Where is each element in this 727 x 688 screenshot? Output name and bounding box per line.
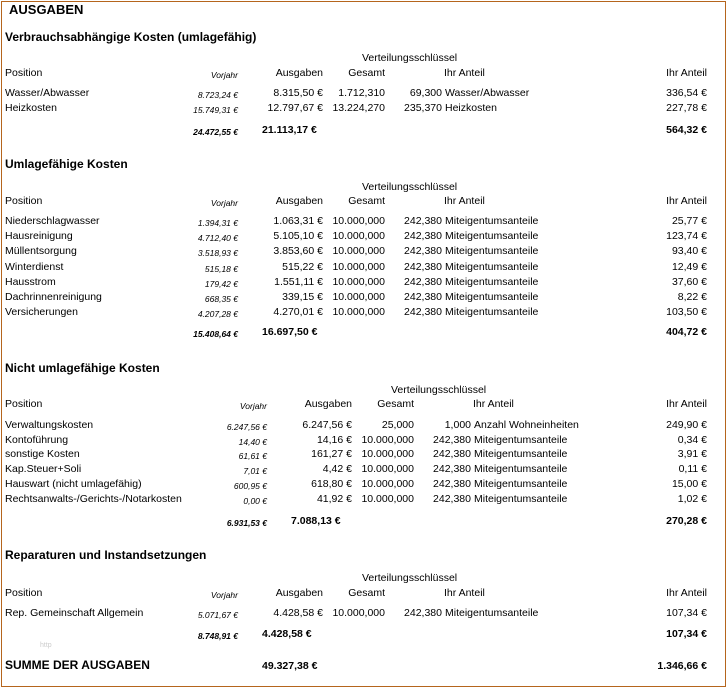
header-verteilungsschluessel: Verteilungsschlüssel <box>391 384 487 396</box>
total-vorjahr: 15.408,64 € <box>193 329 238 339</box>
total-betrag: 564,32 € <box>666 124 707 136</box>
row-ausgaben: 14,16 € <box>316 434 352 446</box>
section-title: Reparaturen und Instandsetzungen <box>5 548 207 562</box>
row-position: Winterdienst <box>5 261 64 273</box>
header-position: Position <box>5 195 43 207</box>
row-schluessel: Miteigentumsanteile <box>445 230 539 242</box>
row-vorjahr: 14,40 € <box>238 437 267 447</box>
row-schluessel: Miteigentumsanteile <box>445 215 539 227</box>
row-position: Dachrinnenreinigung <box>5 291 102 303</box>
header-ausgaben: Ausgaben <box>275 67 323 79</box>
row-ausgaben: 8.315,50 € <box>273 87 323 99</box>
row-gesamt: 10.000,000 <box>332 261 385 273</box>
row-ausgaben: 339,15 € <box>282 291 323 303</box>
summe-ausgaben: 49.327,38 € <box>262 660 318 672</box>
header-vorjahr: Vorjahr <box>210 70 238 80</box>
row-vorjahr: 600,95 € <box>233 481 267 491</box>
row-position: Hausreinigung <box>5 230 73 242</box>
total-vorjahr: 8.748,91 € <box>197 631 238 641</box>
header-gesamt: Gesamt <box>348 195 385 207</box>
row-position: Wasser/Abwasser <box>5 87 90 99</box>
row-betrag: 0,34 € <box>677 434 707 446</box>
row-anteil: 242,380 <box>404 230 442 242</box>
row-vorjahr: 4.712,40 € <box>197 233 238 243</box>
row-anteil: 242,380 <box>404 291 442 303</box>
row-schluessel: Miteigentumsanteile <box>445 245 539 257</box>
header-gesamt: Gesamt <box>348 587 385 599</box>
row-ausgaben: 12.797,67 € <box>267 102 323 114</box>
row-gesamt: 10.000,000 <box>332 245 385 257</box>
section-title: Verbrauchsabhängige Kosten (umlagefähig) <box>5 30 257 44</box>
row-schluessel: Miteigentumsanteile <box>474 434 568 446</box>
row-ausgaben: 161,27 € <box>311 448 352 460</box>
row-gesamt: 10.000,000 <box>332 230 385 242</box>
total-ausgaben: 16.697,50 € <box>262 326 318 338</box>
row-anteil: 242,380 <box>404 276 442 288</box>
total-vorjahr: 24.472,55 € <box>193 127 238 137</box>
header-ihr-anteil: Ihr Anteil <box>473 398 514 410</box>
total-vorjahr: 6.931,53 € <box>226 518 267 528</box>
header-vorjahr: Vorjahr <box>239 401 267 411</box>
row-anteil: 1,000 <box>444 419 471 431</box>
header-ihr-anteil: Ihr Anteil <box>444 67 485 79</box>
row-vorjahr: 15.749,31 € <box>193 105 238 115</box>
header-ihr-anteil: Ihr Anteil <box>444 587 485 599</box>
row-schluessel: Heizkosten <box>445 102 497 114</box>
header-position: Position <box>5 67 43 79</box>
row-position: Rep. Gemeinschaft Allgemein <box>5 607 144 619</box>
row-position: Hausstrom <box>5 276 56 288</box>
header-ausgaben: Ausgaben <box>275 195 323 207</box>
row-anteil: 242,380 <box>433 434 471 446</box>
row-betrag: 103,50 € <box>666 306 707 318</box>
row-ausgaben: 4,42 € <box>322 463 352 475</box>
row-schluessel: Miteigentumsanteile <box>474 478 568 490</box>
header-position: Position <box>5 587 43 599</box>
row-ausgaben: 41,92 € <box>316 493 352 505</box>
watermark: http <box>40 642 52 649</box>
row-vorjahr: 6.247,56 € <box>226 422 267 432</box>
row-schluessel: Miteigentumsanteile <box>474 463 568 475</box>
row-ausgaben: 6.247,56 € <box>302 419 352 431</box>
row-position: Verwaltungskosten <box>5 419 94 431</box>
row-gesamt: 10.000,000 <box>332 276 385 288</box>
row-anteil: 242,380 <box>404 306 442 318</box>
header-ihr-anteil-betrag: Ihr Anteil <box>666 398 707 410</box>
row-schluessel: Miteigentumsanteile <box>445 607 539 619</box>
row-schluessel: Miteigentumsanteile <box>445 306 539 318</box>
header-verteilungsschluessel: Verteilungsschlüssel <box>362 572 458 584</box>
total-ausgaben: 21.113,17 € <box>262 124 317 136</box>
row-anteil: 242,380 <box>404 261 442 273</box>
header-gesamt: Gesamt <box>348 67 385 79</box>
row-anteil: 235,370 <box>404 102 442 114</box>
row-gesamt: 10.000,000 <box>332 607 385 619</box>
total-betrag: 270,28 € <box>666 515 707 527</box>
row-betrag: 25,77 € <box>671 215 707 227</box>
row-ausgaben: 4.428,58 € <box>273 607 323 619</box>
row-anteil: 242,380 <box>433 463 471 475</box>
header-gesamt: Gesamt <box>377 398 414 410</box>
row-schluessel: Miteigentumsanteile <box>445 276 539 288</box>
row-betrag: 37,60 € <box>671 276 707 288</box>
row-position: Kontoführung <box>5 434 69 446</box>
row-betrag: 3,91 € <box>677 448 707 460</box>
row-betrag: 12,49 € <box>671 261 707 273</box>
row-position: Versicherungen <box>5 306 78 318</box>
row-ausgaben: 1.551,11 € <box>274 276 323 288</box>
row-gesamt: 10.000,000 <box>361 448 414 460</box>
row-betrag: 249,90 € <box>666 419 707 431</box>
header-ausgaben: Ausgaben <box>275 587 323 599</box>
row-ausgaben: 515,22 € <box>282 261 323 273</box>
header-verteilungsschluessel: Verteilungsschlüssel <box>362 181 458 193</box>
header-ihr-anteil: Ihr Anteil <box>444 195 485 207</box>
header-ihr-anteil-betrag: Ihr Anteil <box>666 67 707 79</box>
row-gesamt: 13.224,270 <box>332 102 385 114</box>
row-vorjahr: 515,18 € <box>204 264 238 274</box>
row-ausgaben: 3.853,60 € <box>273 245 323 257</box>
row-position: Müllentsorgung <box>5 245 77 257</box>
row-ausgaben: 5.105,10 € <box>273 230 323 242</box>
header-vorjahr: Vorjahr <box>210 590 238 600</box>
row-gesamt: 10.000,000 <box>361 434 414 446</box>
header-position: Position <box>5 398 43 410</box>
row-betrag: 336,54 € <box>666 87 707 99</box>
row-schluessel: Anzahl Wohneinheiten <box>474 419 579 431</box>
row-ausgaben: 4.270,01 € <box>273 306 323 318</box>
summe-label: SUMME DER AUSGABEN <box>5 658 150 672</box>
total-ausgaben: 7.088,13 € <box>291 515 341 527</box>
total-ausgaben: 4.428,58 € <box>262 628 312 640</box>
row-betrag: 123,74 € <box>666 230 707 242</box>
row-vorjahr: 61,61 € <box>238 451 267 461</box>
row-gesamt: 10.000,000 <box>361 493 414 505</box>
row-betrag: 1,02 € <box>677 493 707 505</box>
row-schluessel: Miteigentumsanteile <box>445 291 539 303</box>
total-betrag: 404,72 € <box>666 326 707 338</box>
summe-betrag: 1.346,66 € <box>657 660 707 672</box>
header-ihr-anteil-betrag: Ihr Anteil <box>666 195 707 207</box>
row-schluessel: Miteigentumsanteile <box>474 448 568 460</box>
row-schluessel: Wasser/Abwasser <box>445 87 530 99</box>
row-gesamt: 10.000,000 <box>332 306 385 318</box>
row-position: Heizkosten <box>5 102 57 114</box>
row-betrag: 0,11 € <box>678 463 707 475</box>
row-position: sonstige Kosten <box>5 448 80 460</box>
row-anteil: 242,380 <box>404 245 442 257</box>
row-vorjahr: 8.723,24 € <box>197 90 238 100</box>
row-position: Kap.Steuer+Soli <box>5 463 82 475</box>
row-anteil: 69,300 <box>409 87 442 99</box>
row-gesamt: 1.712,310 <box>338 87 385 99</box>
row-gesamt: 10.000,000 <box>332 291 385 303</box>
row-vorjahr: 668,35 € <box>204 294 238 304</box>
row-betrag: 93,40 € <box>671 245 707 257</box>
row-schluessel: Miteigentumsanteile <box>474 493 568 505</box>
row-anteil: 242,380 <box>404 607 442 619</box>
row-position: Rechtsanwalts-/Gerichts-/Notarkosten <box>5 493 182 505</box>
row-gesamt: 25,000 <box>381 419 414 431</box>
row-vorjahr: 0,00 € <box>243 496 267 506</box>
row-betrag: 227,78 € <box>666 102 707 114</box>
row-schluessel: Miteigentumsanteile <box>445 261 539 273</box>
row-vorjahr: 7,01 € <box>243 466 267 476</box>
section-title: Nicht umlagefähige Kosten <box>5 361 160 375</box>
row-betrag: 107,34 € <box>666 607 707 619</box>
row-betrag: 15,00 € <box>671 478 707 490</box>
row-betrag: 8,22 € <box>677 291 707 303</box>
row-position: Niederschlagwasser <box>5 215 100 227</box>
row-ausgaben: 618,80 € <box>311 478 352 490</box>
section-title: Umlagefähige Kosten <box>5 157 128 171</box>
row-vorjahr: 4.207,28 € <box>197 309 238 319</box>
header-vorjahr: Vorjahr <box>210 198 238 208</box>
row-vorjahr: 1.394,31 € <box>197 218 238 228</box>
total-betrag: 107,34 € <box>666 628 707 640</box>
row-ausgaben: 1.063,31 € <box>273 215 323 227</box>
row-vorjahr: 179,42 € <box>204 279 238 289</box>
row-anteil: 242,380 <box>433 493 471 505</box>
row-gesamt: 10.000,000 <box>361 463 414 475</box>
row-vorjahr: 5.071,67 € <box>197 610 238 620</box>
row-gesamt: 10.000,000 <box>361 478 414 490</box>
row-anteil: 242,380 <box>433 448 471 460</box>
row-vorjahr: 3.518,93 € <box>197 248 238 258</box>
title: AUSGABEN <box>9 2 84 17</box>
header-ihr-anteil-betrag: Ihr Anteil <box>666 587 707 599</box>
row-anteil: 242,380 <box>404 215 442 227</box>
header-verteilungsschluessel: Verteilungsschlüssel <box>362 52 458 64</box>
header-ausgaben: Ausgaben <box>304 398 352 410</box>
row-anteil: 242,380 <box>433 478 471 490</box>
row-gesamt: 10.000,000 <box>332 215 385 227</box>
row-position: Hauswart (nicht umlagefähig) <box>5 478 142 490</box>
